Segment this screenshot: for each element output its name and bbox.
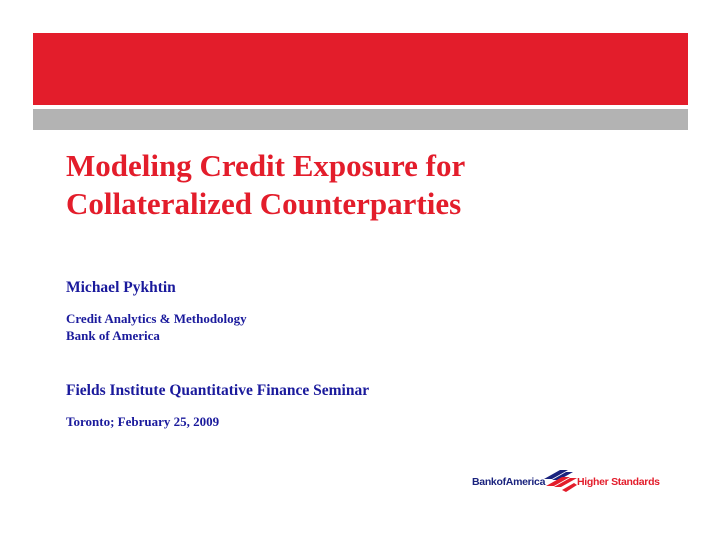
header-gray-band — [33, 109, 688, 130]
header-red-band — [33, 33, 688, 105]
slide-title-line-1: Modeling Credit Exposure for — [66, 148, 466, 183]
affiliation-company: Bank of America — [66, 328, 160, 343]
slide-title — [66, 147, 666, 223]
author-name: Michael Pykhtin — [66, 279, 176, 296]
location-date: Toronto; February 25, 2009 — [66, 414, 220, 429]
bank-of-america-logo — [470, 466, 665, 494]
bank-of-america-flag-icon — [542, 467, 578, 493]
slide-title-line-2: Collateralized Counterparties — [66, 186, 462, 221]
logo-bank-name: BankofAmerica — [472, 476, 546, 488]
seminar-name: Fields Institute Quantitative Finance Seminar — [66, 382, 370, 399]
author-affiliation — [66, 310, 247, 344]
affiliation-department: Credit Analytics & Methodology — [66, 311, 247, 326]
logo-tagline: Higher Standards — [577, 476, 660, 488]
